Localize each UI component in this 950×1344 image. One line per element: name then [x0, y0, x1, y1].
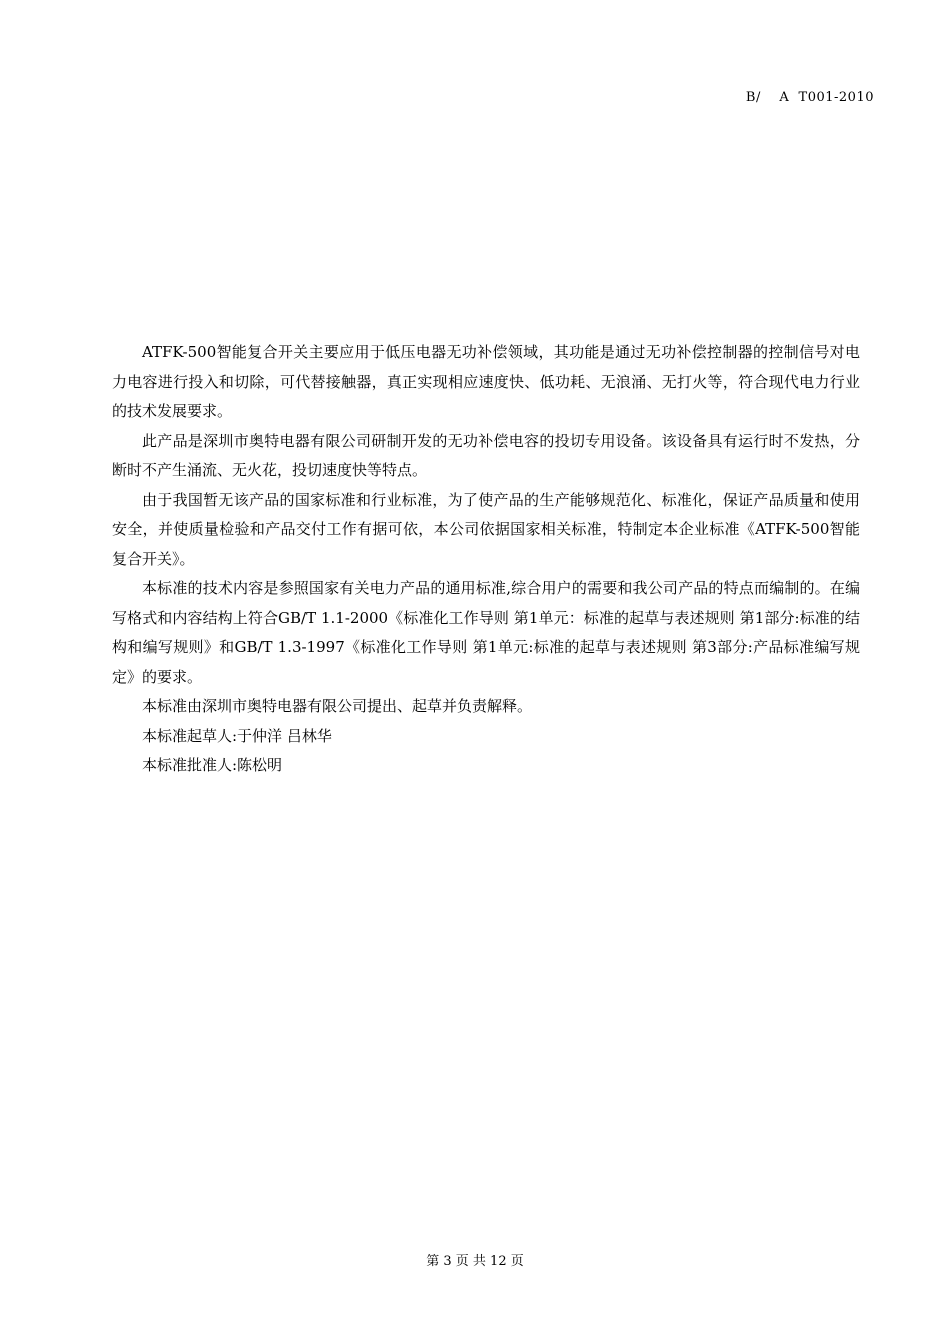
paragraph-approver: 本标准批准人:陈松明 [142, 756, 283, 774]
paragraph-technical-basis: 本标准的技术内容是参照国家有关电力产品的通用标准,综合用户的需要和我公司产品的特点而编制的。在编写格式和内容结构上符合GB/T 1.1-2000《标准化工作导则 第1单元：标准的起草与表述规则 第1部分:标准的结构和编写规则》和GB/T 1.3-1997《标准化工作导则 第1单元:标准的起草与表述规则 第3部分:产品标准编写规定》的要求。 [112, 579, 860, 686]
paragraph-drafters: 本标准起草人:于仲洋 吕林华 [142, 726, 332, 745]
paragraph-standard-purpose: 由于我国暂无该产品的国家标准和行业标准，为了使产品的生产能够规范化、标准化，保证产品质量和使用安全，并使质量检验和产品交付工作有据可依，本公司依据国家相关标准，特制定本企业标准《ATFK-500智能复合开关》。 [112, 490, 860, 568]
page-number: 第 3 页 共 12 页 [426, 1254, 524, 1269]
standard-code: B/ A T001-2010 [745, 90, 874, 105]
paragraph-product-features: 此产品是深圳市奥特电器有限公司研制开发的无功补偿电容的投切专用设备。该设备具有运行时不发热，分断时不产生涌流、无火花，投切速度快等特点。 [112, 431, 860, 479]
document-body [112, 338, 860, 781]
paragraph-product-overview: ATFK-500智能复合开关主要应用于低压电器无功补偿领域，其功能是通过无功补偿控制器的控制信号对电力电容进行投入和切除，可代替接触器，真正实现相应速度快、低功耗、无浪涌、无打火等，符合现代电力行业的技术发展要求。 [112, 343, 860, 420]
paragraph-proposer: 本标准由深圳市奥特电器有限公司提出、起草并负责解释。 [142, 697, 533, 715]
